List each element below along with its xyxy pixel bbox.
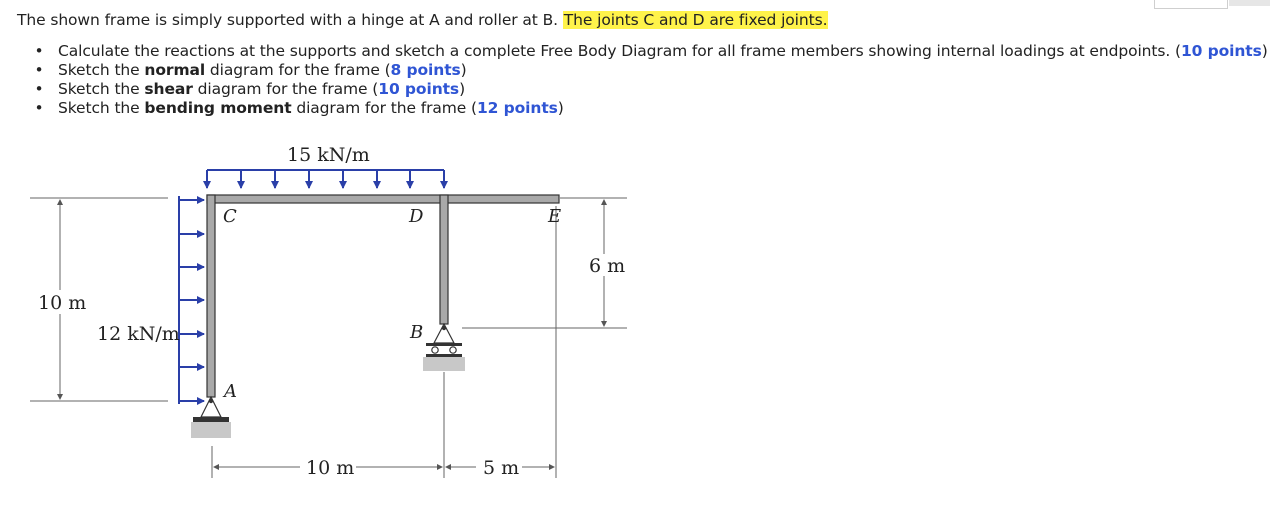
- task-close: ): [459, 80, 466, 98]
- top-distributed-load: [207, 170, 444, 188]
- task-bold: shear: [144, 80, 193, 98]
- task-close: ): [460, 61, 467, 79]
- task-text: Sketch the: [58, 61, 145, 79]
- beam-ce: [207, 195, 559, 203]
- right-height-dimension-label: 6 m: [589, 255, 626, 277]
- task-text: Sketch the: [58, 80, 145, 98]
- roller-support-b: [423, 324, 465, 371]
- task-text: diagram for the frame (: [291, 99, 477, 117]
- top-load-label: 15 kN/m: [287, 144, 370, 166]
- joint-c-label: C: [223, 206, 237, 227]
- frame-members: [207, 195, 562, 397]
- column-db: [440, 195, 448, 324]
- joint-d-label: D: [409, 206, 424, 227]
- point-e-label: E: [548, 206, 562, 227]
- height-dimension-label: 10 m: [38, 292, 87, 314]
- task-bold: bending moment: [144, 99, 292, 117]
- task-text: Calculate the reactions at the supports and sketch a complete Free Body Diagram for all frame members showing internal loadings at endpoints. (: [58, 42, 1181, 60]
- intro-text: The shown frame is simply supported with a hinge at A and roller at B.: [17, 11, 558, 29]
- side-distributed-load: [179, 196, 204, 404]
- task-close: ): [1261, 42, 1268, 60]
- bullet-icon: •: [34, 99, 44, 117]
- task-text: diagram for the frame (: [205, 61, 391, 79]
- task-points: 10 points: [1180, 42, 1262, 60]
- task-points: 12 points: [476, 99, 558, 117]
- de-dimension-label: 5 m: [483, 457, 520, 479]
- support-a-label: A: [224, 381, 237, 402]
- hinge-support-a: [191, 397, 231, 438]
- task-bold: normal: [144, 61, 206, 79]
- intro-highlight: The joints C and D are fixed joints.: [563, 11, 828, 29]
- bullet-icon: •: [34, 80, 44, 98]
- task-points: 8 points: [390, 61, 461, 79]
- bullet-icon: •: [34, 61, 44, 79]
- bullet-icon: •: [34, 42, 44, 60]
- task-text: diagram for the frame (: [192, 80, 379, 98]
- task-points: 10 points: [378, 80, 460, 98]
- side-load-label: 12 kN/m: [97, 323, 180, 345]
- column-ac: [207, 195, 215, 397]
- support-b-label: B: [410, 322, 424, 343]
- task-text: Sketch the: [58, 99, 145, 117]
- task-close: ): [557, 99, 564, 117]
- cd-dimension-label: 10 m: [306, 457, 355, 479]
